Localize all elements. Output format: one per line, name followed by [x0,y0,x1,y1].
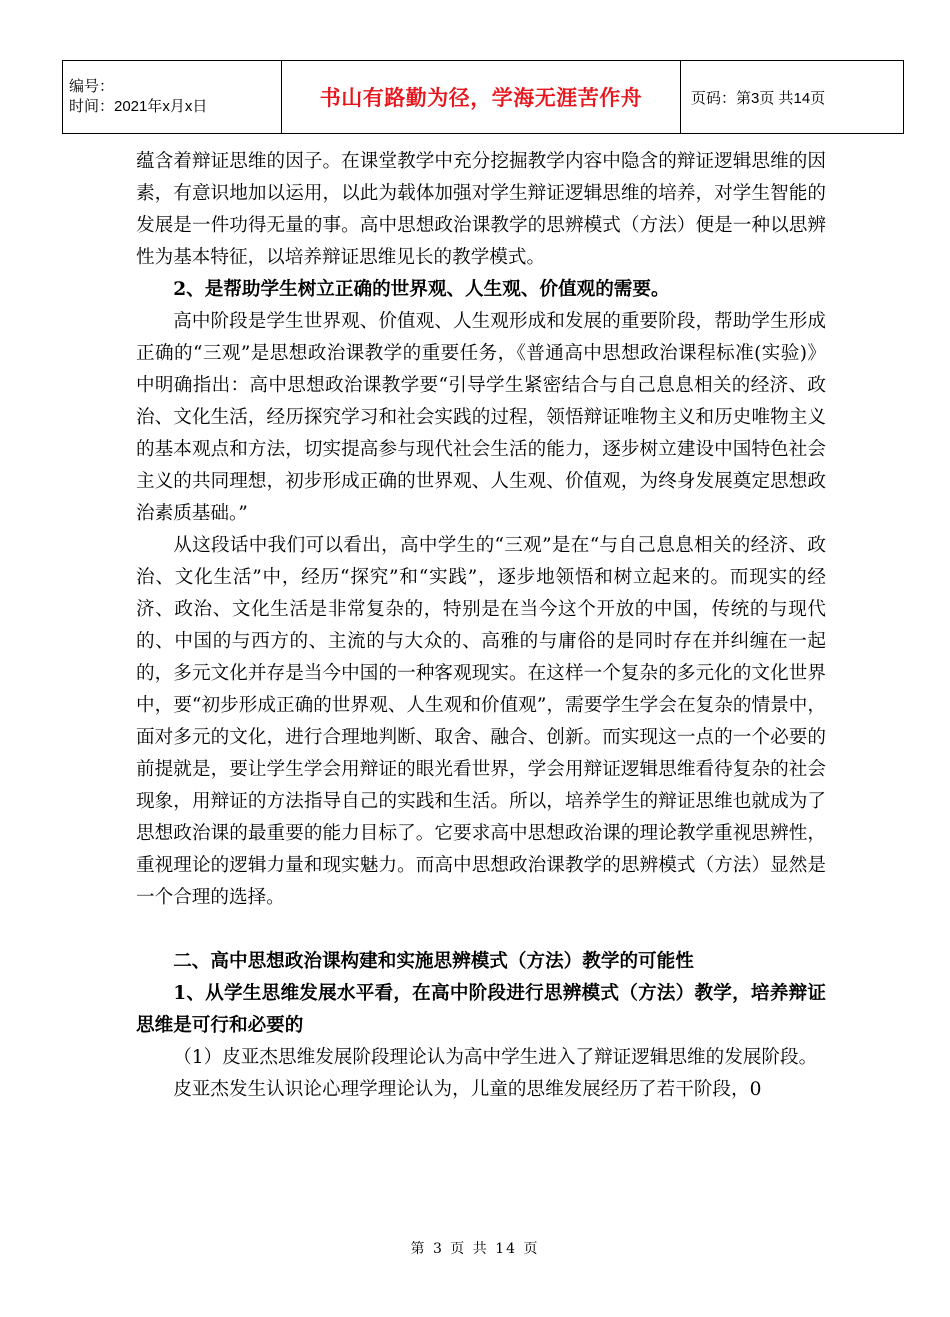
page-footer: 第 3 页 共 14 页 [410,1241,540,1257]
paragraph: 蕴含着辩证思维的因子。在课堂教学中充分挖掘教学内容中隐含的辩证逻辑思维的因素，有意识地加以运用，以此为载体加强对学生辩证逻辑思维的培养，对学生智能的发展是一件功得无量的事。高中思想政治课教学的思辨模式（方法）便是一种以思辨性为基本特征，以培养辩证思维见长的教学模式。 [136,151,826,268]
document-body [136,146,826,1106]
header-meta-cell [63,61,282,134]
header-motto: 书山有路勤为径，学海无涯苦作舟 [282,61,681,134]
subheading: 2、是帮助学生树立正确的世界观、人生观、价值观的需要。 [173,279,670,300]
document-number-label: 编号： [69,78,115,95]
paragraph: （1）皮亚杰思维发展阶段理论认为高中学生进入了辩证逻辑思维的发展阶段。 [173,1047,818,1068]
subheading: 1、从学生思维发展水平看，在高中阶段进行思辨模式（方法）教学，培养辩证思维是可行和必要的 [136,983,826,1036]
document-time-label: 时间：2021年x月x日 [69,98,208,115]
paragraph: 高中阶段是学生世界观、价值观、人生观形成和发展的重要阶段，帮助学生形成正确的“三观”是思想政治课教学的重要任务，《普通高中思想政治课程标准(实验)》中明确指出：高中思想政治课教学要“引导学生紧密结合与自己息息相关的经济、政治、文化生活，经历探究学习和社会实践的过程，领悟辩证唯物主义和历史唯物主义的基本观点和方法，切实提高参与现代社会生活的能力，逐步树立建设中国特色社会主义的共同理想，初步形成正确的世界观、人生观、价值观，为终身发展奠定思想政治素质基础。” [136,311,826,524]
header-page-info: 页码：第3页 共14页 [681,61,904,134]
header-table [62,60,904,134]
paragraph: 皮亚杰发生认识论心理学理论认为，儿童的思维发展经历了若干阶段，0 [173,1079,762,1100]
section-heading: 二、高中思想政治课构建和实施思辨模式（方法）教学的可能性 [173,951,694,972]
paragraph: 从这段话中我们可以看出，高中学生的“三观”是在“与自己息息相关的经济、政治、文化生活”中，经历“探究”和“实践”，逐步地领悟和树立起来的。而现实的经济、政治、文化生活是非常复杂的，特别是在当今这个开放的中国，传统的与现代的、中国的与西方的、主流的与大众的、高雅的与庸俗的是同时存在并纠缠在一起的，多元文化并存是当今中国的一种客观现实。在这样一个复杂的多元化的文化世界中，要“初步形成正确的世界观、人生观和价值观”，需要学生学会在复杂的情景中，面对多元的文化，进行合理地判断、取舍、融合、创新。而实现这一点的一个必要的前提就是，要让学生学会用辩证的眼光看世界，学会用辩证逻辑思维看待复杂的社会现象，用辩证的方法指导自己的实践和生活。所以，培养学生的辩证思维也就成为了思想政治课的最重要的能力目标了。它要求高中思想政治课的理论教学重视思辨性，重视理论的逻辑力量和现实魅力。而高中思想政治课教学的思辨模式（方法）显然是一个合理的选择。 [136,535,826,908]
spacer [136,914,826,946]
